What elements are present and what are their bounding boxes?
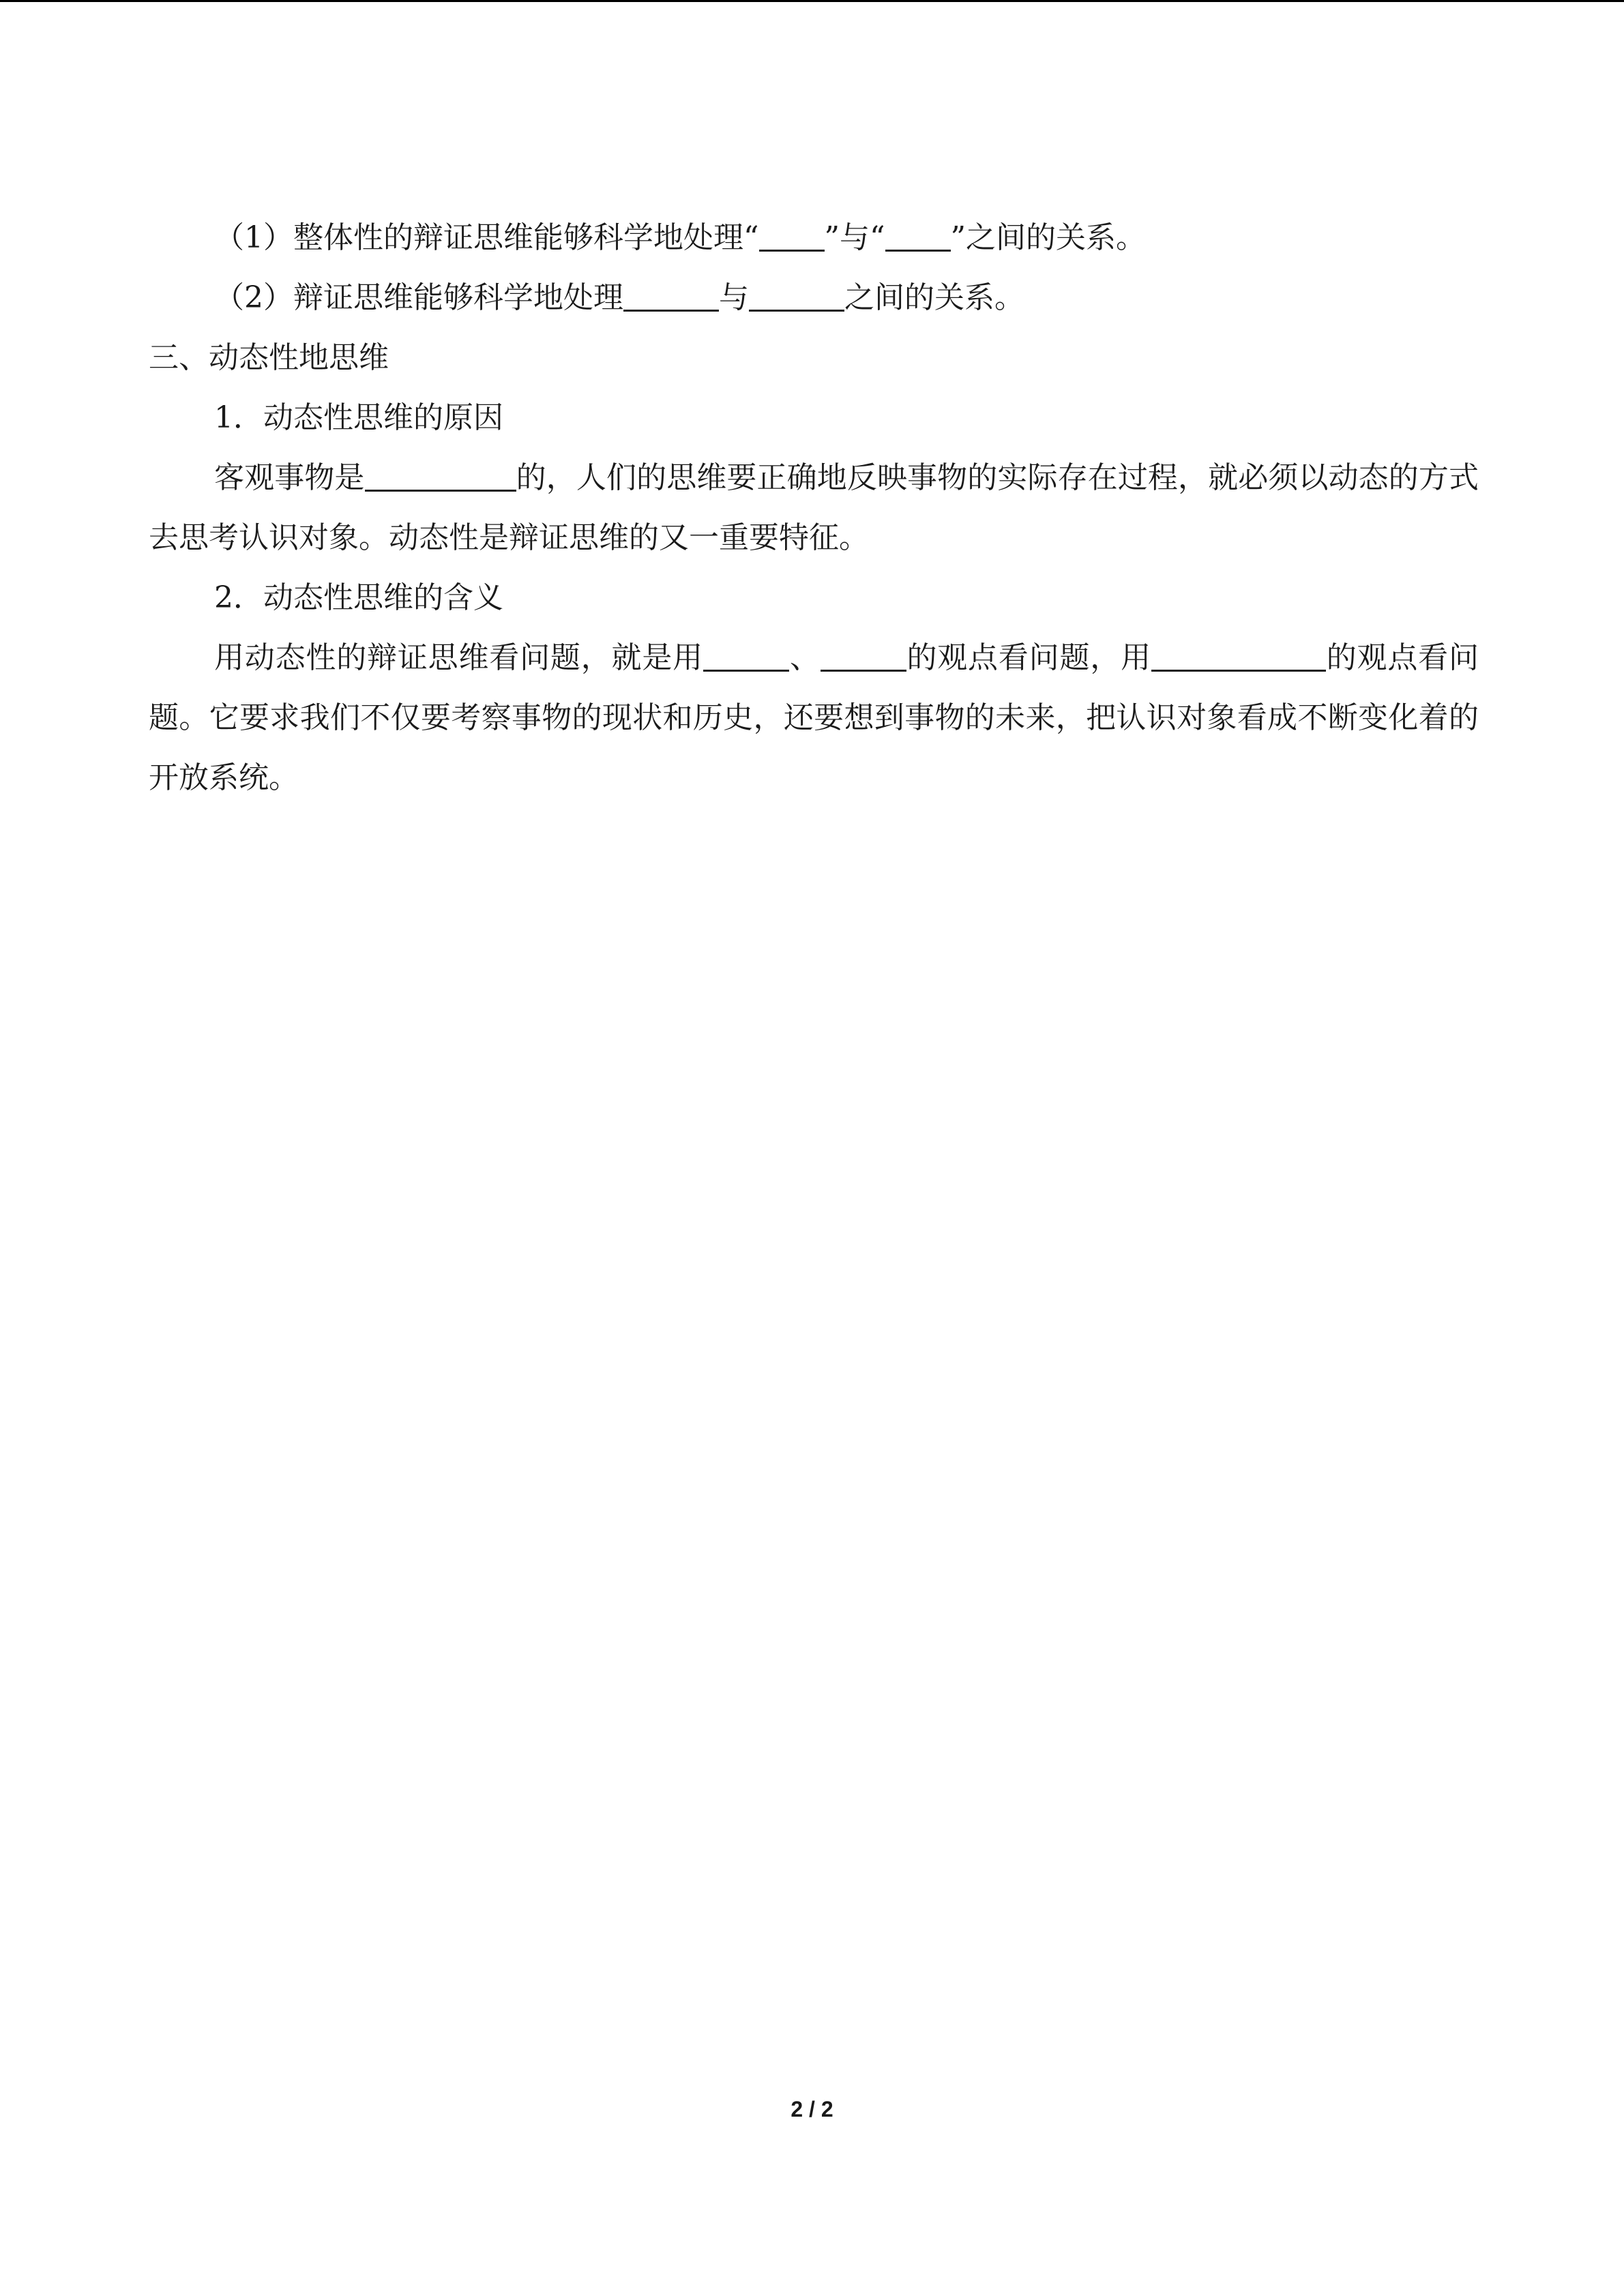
page-number: 2 / 2 — [791, 2097, 833, 2121]
paragraph-1-text-b: 的，人们的思维要正确地反映事物的实际存在过程，就必须以动态的方式去思考认识对象。动态性是辩证思维的又一重要特征。 — [149, 460, 1479, 555]
answer-blank — [749, 280, 844, 312]
paragraph-2-text-d: 的观点看问题。它要求我们不仅要考察事物的现状和历史，还要想到事物的未来，把认识对象看成不断变化着的开放系统。 — [149, 640, 1479, 795]
paragraph-2 — [149, 628, 1479, 808]
question-2-text-a: （2）辩证思维能够科学地处理 — [214, 280, 623, 315]
question-1 — [149, 208, 1479, 268]
paragraph-2-text-c: 的观点看问题，用 — [906, 640, 1151, 675]
document-body — [149, 208, 1479, 808]
top-border — [0, 0, 1624, 2]
question-2-text-b: 与 — [719, 280, 749, 315]
paragraph-2-text-a: 用动态性的辩证思维看问题，就是用 — [214, 640, 703, 675]
answer-blank — [365, 460, 516, 492]
section-heading: 三、动态性地思维 — [149, 340, 389, 375]
question-1-text-a: （1）整体性的辩证思维能够科学地处理“ — [214, 220, 759, 255]
paragraph-1-text-a: 客观事物是 — [214, 460, 365, 495]
question-2-text-c: 之间的关系。 — [844, 280, 1024, 315]
paragraph-1 — [149, 448, 1479, 568]
answer-blank — [703, 640, 789, 672]
answer-blank — [885, 220, 951, 252]
answer-blank — [623, 280, 719, 312]
subsection-heading-2: 2．动态性思维的含义 — [214, 580, 503, 615]
question-2 — [149, 268, 1479, 328]
question-1-text-b: ”与“ — [824, 220, 885, 255]
answer-blank — [821, 640, 906, 672]
answer-blank — [1151, 640, 1326, 672]
question-1-text-c: ”之间的关系。 — [950, 220, 1146, 255]
subsection-heading-1: 1．动态性思维的原因 — [214, 400, 503, 435]
answer-blank — [759, 220, 825, 252]
paragraph-2-text-b: 、 — [789, 640, 821, 675]
